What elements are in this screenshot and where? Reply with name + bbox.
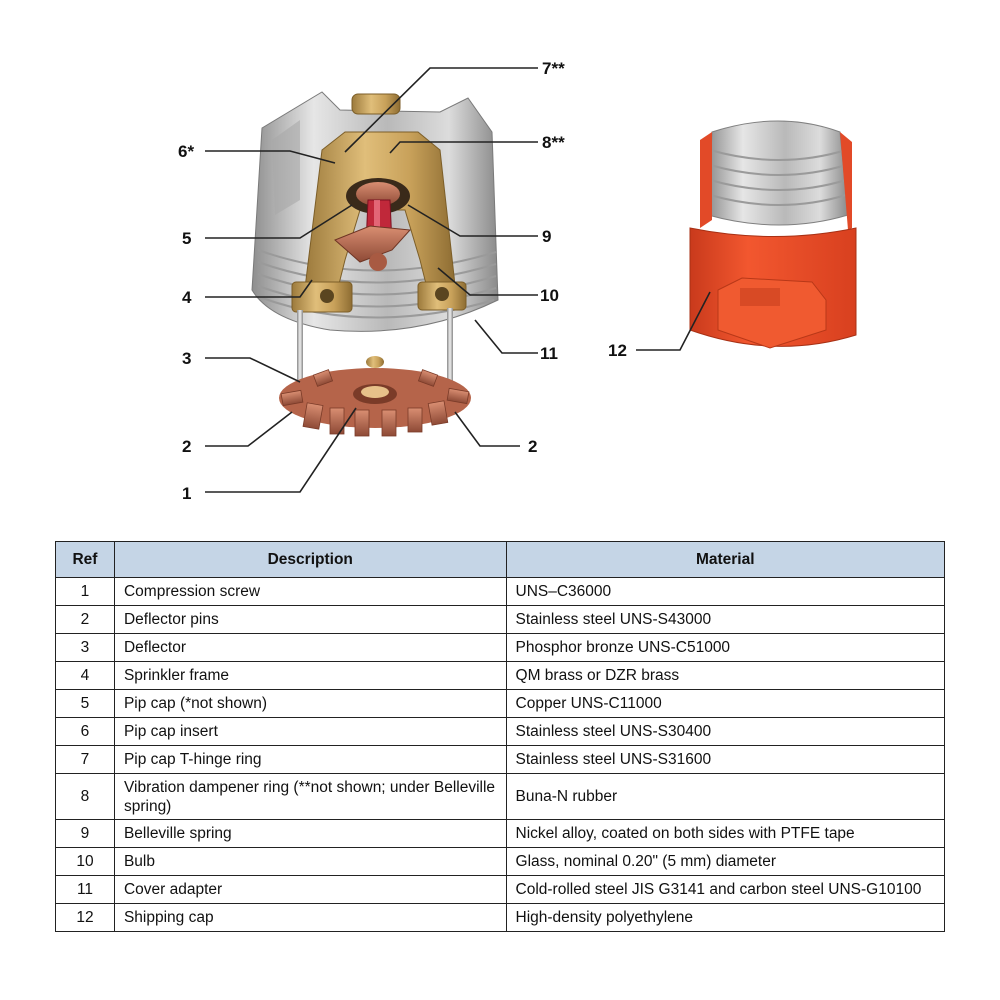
header-material: Material bbox=[506, 542, 944, 578]
cell-ref: 3 bbox=[56, 634, 115, 662]
cell-material: Phosphor bronze UNS-C51000 bbox=[506, 634, 944, 662]
deflector bbox=[279, 356, 471, 436]
table-row bbox=[56, 606, 945, 634]
cell-description: Cover adapter bbox=[114, 876, 506, 904]
table-row bbox=[56, 746, 945, 774]
callout-11: 11 bbox=[540, 344, 558, 363]
cell-material: Stainless steel UNS-S31600 bbox=[506, 746, 944, 774]
callout-9: 9 bbox=[542, 227, 552, 246]
callout-10: 10 bbox=[540, 286, 559, 305]
cell-material: Stainless steel UNS-S30400 bbox=[506, 718, 944, 746]
callout-7: 7** bbox=[542, 59, 565, 78]
cell-material: Buna-N rubber bbox=[506, 774, 944, 820]
cell-description: Deflector bbox=[114, 634, 506, 662]
cell-description: Shipping cap bbox=[114, 904, 506, 932]
callout-2-right: 2 bbox=[528, 437, 538, 456]
table-row bbox=[56, 662, 945, 690]
table-row bbox=[56, 690, 945, 718]
cell-ref: 8 bbox=[56, 774, 115, 820]
parts-table bbox=[55, 541, 945, 932]
callout-2-left: 2 bbox=[182, 437, 192, 456]
cell-ref: 6 bbox=[56, 718, 115, 746]
cell-ref: 7 bbox=[56, 746, 115, 774]
header-ref: Ref bbox=[56, 542, 115, 578]
cell-ref: 4 bbox=[56, 662, 115, 690]
cell-description: Compression screw bbox=[114, 578, 506, 606]
header-description: Description bbox=[114, 542, 506, 578]
cell-material: Cold-rolled steel JIS G3141 and carbon steel UNS-G10100 bbox=[506, 876, 944, 904]
cell-ref: 11 bbox=[56, 876, 115, 904]
table-row bbox=[56, 820, 945, 848]
cell-description: Deflector pins bbox=[114, 606, 506, 634]
cell-material: Nickel alloy, coated on both sides with PTFE tape bbox=[506, 820, 944, 848]
table-row bbox=[56, 774, 945, 820]
table-row bbox=[56, 634, 945, 662]
cell-description: Bulb bbox=[114, 848, 506, 876]
cell-material: QM brass or DZR brass bbox=[506, 662, 944, 690]
callout-6: 6* bbox=[178, 142, 195, 161]
cell-ref: 12 bbox=[56, 904, 115, 932]
cell-material: Stainless steel UNS-S43000 bbox=[506, 606, 944, 634]
callout-1: 1 bbox=[182, 484, 192, 503]
table-row bbox=[56, 578, 945, 606]
cell-description: Pip cap (*not shown) bbox=[114, 690, 506, 718]
cell-material: Glass, nominal 0.20" (5 mm) diameter bbox=[506, 848, 944, 876]
table-row bbox=[56, 718, 945, 746]
cell-ref: 1 bbox=[56, 578, 115, 606]
table-header-row bbox=[56, 542, 945, 578]
cell-ref: 9 bbox=[56, 820, 115, 848]
table-row bbox=[56, 876, 945, 904]
cell-ref: 10 bbox=[56, 848, 115, 876]
cell-material: High-density polyethylene bbox=[506, 904, 944, 932]
cell-description: Pip cap T-hinge ring bbox=[114, 746, 506, 774]
table-row bbox=[56, 848, 945, 876]
callout-3: 3 bbox=[182, 349, 192, 368]
shipping-cap bbox=[690, 121, 856, 348]
cell-description: Belleville spring bbox=[114, 820, 506, 848]
callout-12: 12 bbox=[608, 341, 627, 360]
cell-description: Vibration dampener ring (**not shown; under Belleville spring) bbox=[114, 774, 506, 820]
cell-ref: 5 bbox=[56, 690, 115, 718]
cell-ref: 2 bbox=[56, 606, 115, 634]
callout-4: 4 bbox=[182, 288, 192, 307]
cell-material: Copper UNS-C11000 bbox=[506, 690, 944, 718]
cell-description: Sprinkler frame bbox=[114, 662, 506, 690]
cell-description: Pip cap insert bbox=[114, 718, 506, 746]
cell-material: UNS–C36000 bbox=[506, 578, 944, 606]
callout-5: 5 bbox=[182, 229, 192, 248]
callout-8: 8** bbox=[542, 133, 565, 152]
table-row bbox=[56, 904, 945, 932]
